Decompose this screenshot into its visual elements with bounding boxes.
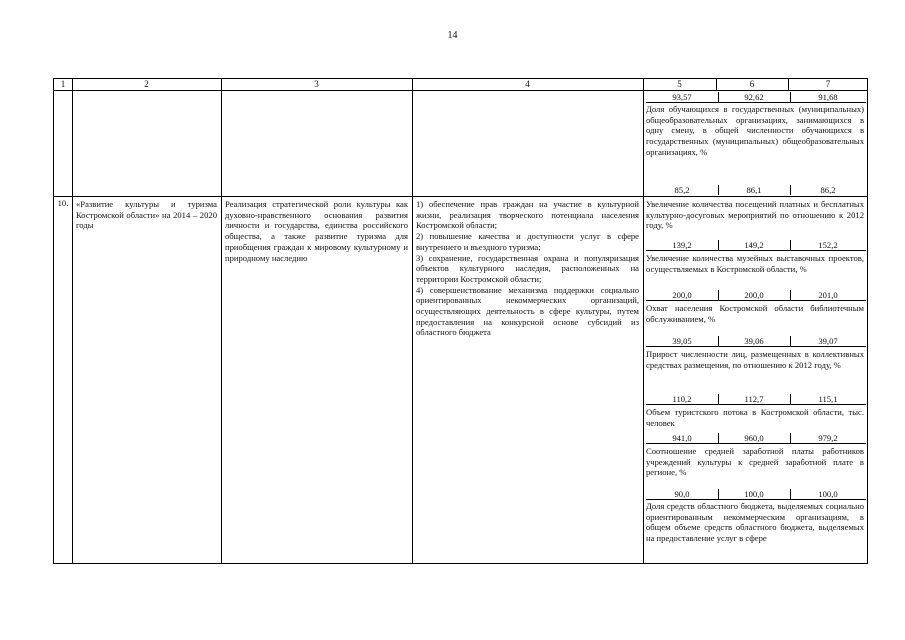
col-divider [412, 79, 413, 563]
value-row [646, 184, 866, 196]
indicator-text: Увеличение количества музейных выставочных проектов, осуществляемых в Костромской области, % [646, 253, 864, 274]
program-goal: Реализация стратегической роли культуры как духовно-нравственного основания развития личности и государства, единства российского общества, а также развитие туризма для приобщения граждан к мировому культурному и природному наследию [225, 199, 408, 263]
indicator-text: Увеличение количества посещений платных и бесплатных культурно-досуговых мероприятий по отношению к 2012 году, % [646, 199, 864, 231]
value-cell: 90,0 [674, 489, 690, 499]
row-number: 10. [57, 198, 69, 208]
indicator-text: Объем туристского потока в Костромской области, тыс. человек [646, 407, 864, 428]
value-cell: 149,2 [744, 240, 764, 250]
indicator-text: Охват населения Костромской области библиотечным обслуживанием, % [646, 303, 864, 324]
value-cell: 941,0 [672, 433, 692, 443]
value-cell: 86,1 [746, 185, 762, 195]
col-divider [72, 79, 73, 563]
value-cell: 39,07 [818, 336, 838, 346]
value-cell: 92,62 [744, 92, 764, 102]
value-row [646, 488, 866, 500]
value-cell: 93,57 [672, 92, 692, 102]
value-cell: 200,0 [744, 290, 764, 300]
program-tasks [416, 199, 639, 338]
value-row [646, 393, 866, 405]
column-header: 1 [60, 79, 66, 89]
value-cell: 39,06 [744, 336, 764, 346]
col-divider [221, 79, 222, 563]
page-number: 14 [447, 30, 458, 41]
value-row [646, 239, 866, 251]
value-cell: 115,1 [818, 394, 838, 404]
value-cell: 201,0 [818, 290, 838, 300]
task-item: 4) совершенствование механизма поддержки социально ориентированных некоммерческих организаций, осуществляющих деятельность в сфере культуры, путем предоставления на конкурсной основе субсидий из областного бюджета [416, 284, 639, 338]
value-cell: 91,68 [818, 92, 838, 102]
value-cell: 960,0 [744, 433, 764, 443]
indicator-text: Прирост численности лиц, размещенных в коллективных средствах размещения, по отношению к 2012 году, % [646, 349, 864, 370]
col-divider [643, 79, 644, 563]
value-row [646, 432, 866, 444]
column-header: 3 [314, 79, 319, 89]
task-item: 3) сохранение, государственная охрана и популяризация объектов культурного наследия, расположенных на территории Костромской области; [416, 252, 639, 284]
indicator-text: Доля средств областного бюджета, выделяемых социально ориентированным некоммерческим организациям, в общем объеме средств областного бюджета, выделяемых на предоставление услуг в сфере [646, 501, 864, 544]
value-cell: 139,2 [672, 240, 692, 250]
value-cell: 85,2 [674, 185, 690, 195]
value-row [646, 91, 866, 103]
column-header: 6 [749, 79, 755, 89]
row-separator [54, 196, 867, 197]
value-row [646, 289, 866, 301]
indicators-table [53, 78, 868, 564]
value-row [646, 335, 866, 347]
value-cell: 152,2 [818, 240, 838, 250]
column-header: 5 [677, 79, 682, 89]
column-header: 7 [825, 79, 831, 89]
indicator-text: Соотношение средней заработной платы работников учреждений культуры к средней заработной плате в регионе, % [646, 446, 864, 478]
value-cell: 112,7 [744, 394, 764, 404]
value-cell: 100,0 [818, 489, 838, 499]
task-item: 2) повышение качества и доступности услуг в сфере внутреннего и въездного туризма; [416, 231, 639, 252]
task-item: 1) обеспечение прав граждан на участие в культурной жизни, реализация творческого потенциала населения Костромской области; [416, 199, 639, 231]
value-cell: 979,2 [818, 433, 838, 443]
value-cell: 86,2 [820, 185, 836, 195]
program-name: «Развитие культуры и туризма Костромской области» на 2014 – 2020 годы [76, 199, 217, 231]
column-header: 4 [525, 79, 530, 89]
value-cell: 200,0 [672, 290, 692, 300]
value-cell: 100,0 [744, 489, 764, 499]
value-cell: 110,2 [672, 394, 692, 404]
column-header: 2 [144, 79, 149, 89]
indicator-text: Доля обучающихся в государственных (муниципальных) общеобразовательных организациях, занимающихся в одну смену, в общей численности обучающихся в государственных (муниципальных) общеобразовательных организациях, % [646, 104, 864, 157]
value-cell: 39,05 [672, 336, 692, 346]
